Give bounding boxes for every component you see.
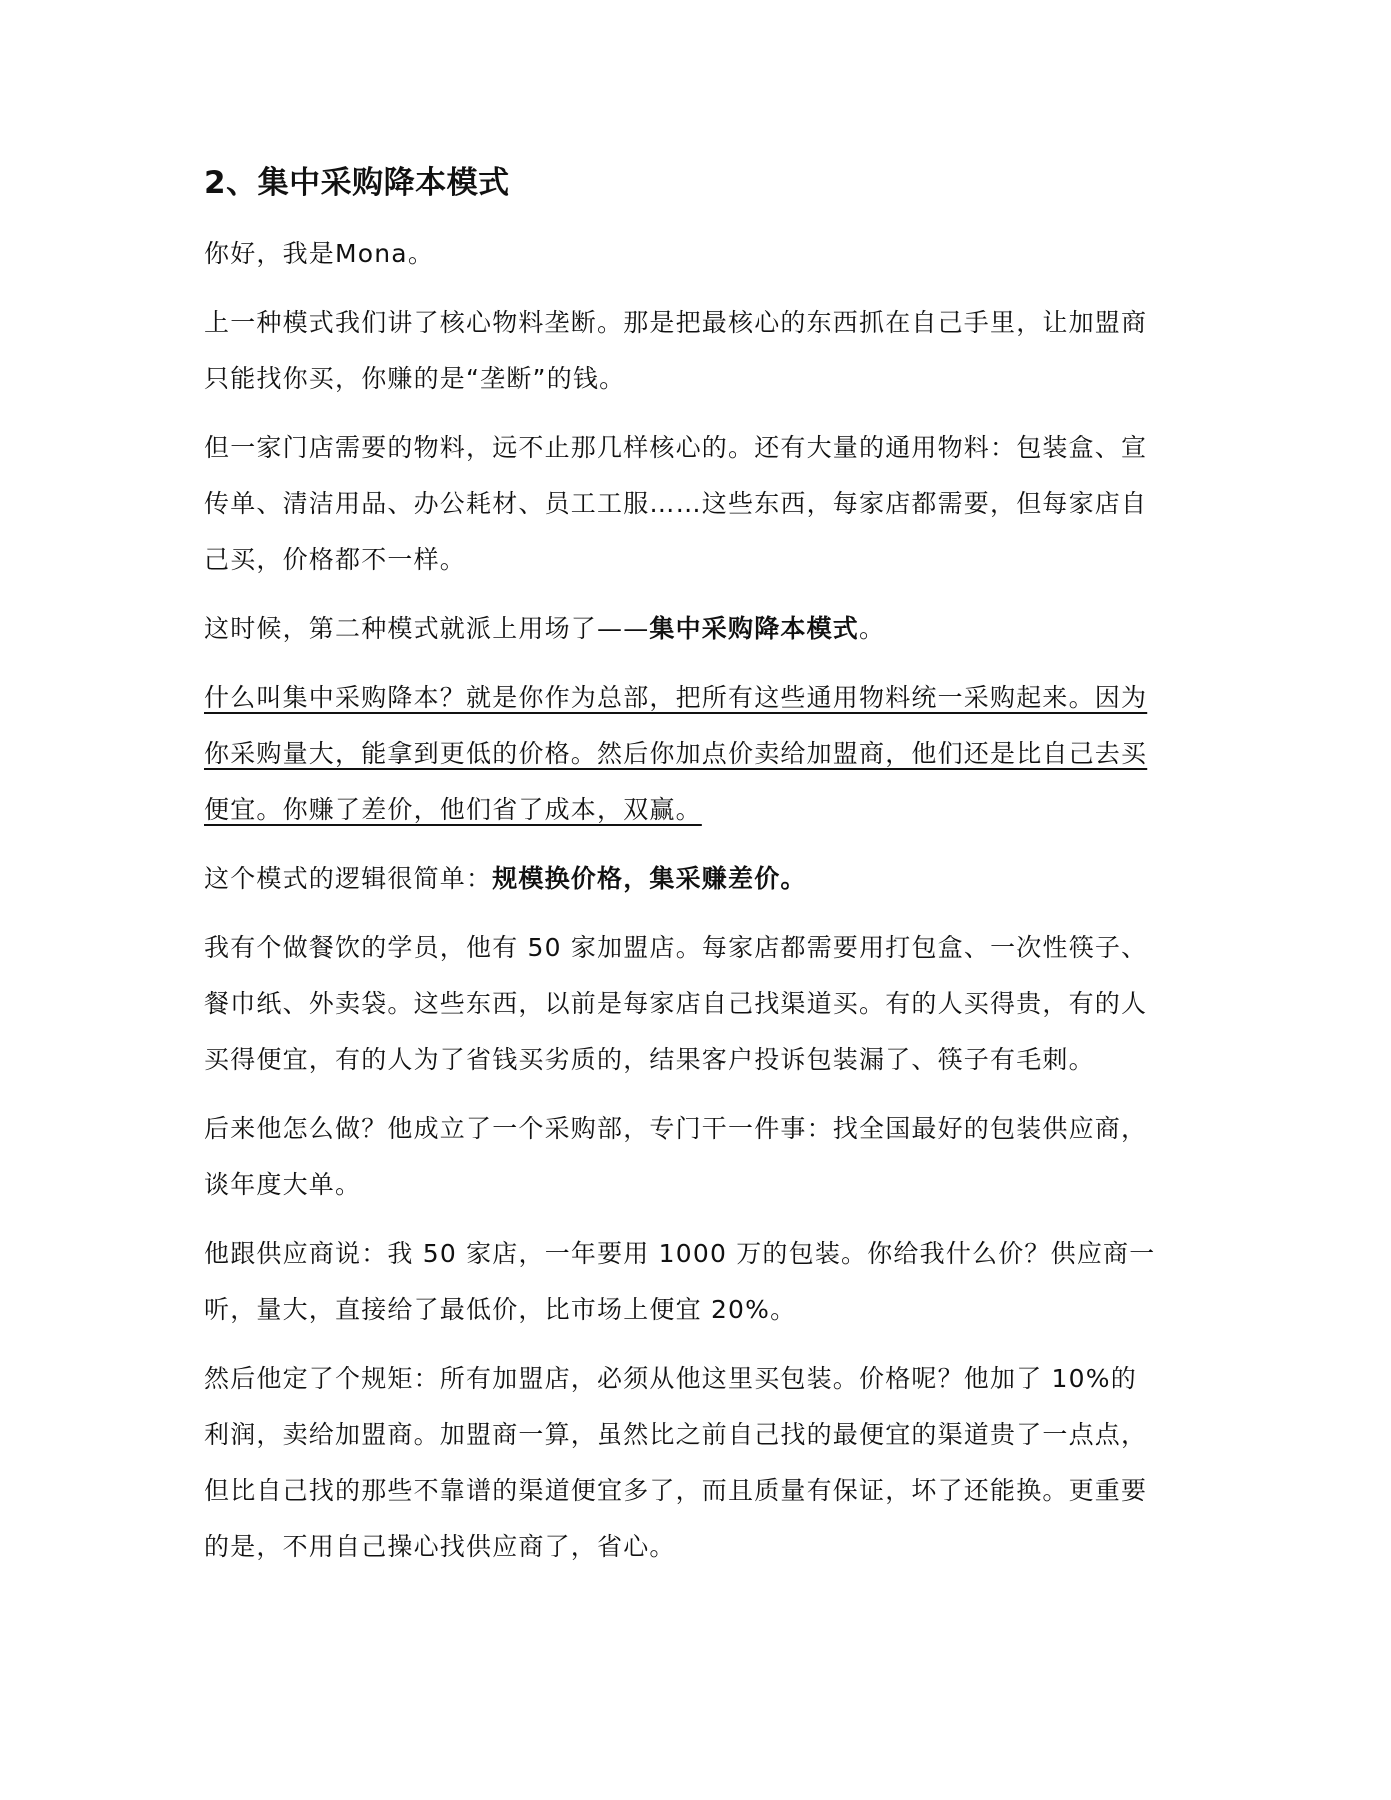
- text-line: 餐巾纸、外卖袋。这些东西，以前是每家店自己找渠道买。有的人买得贵，有的人: [204, 989, 1148, 1018]
- text-line: 利润，卖给加盟商。加盟商一算，虽然比之前自己找的最便宜的渠道贵了一点点，: [204, 1420, 1148, 1449]
- paragraph-supplier-negotiation: [204, 1226, 1194, 1338]
- logic-text: 这个模式的逻辑很简单：: [204, 864, 493, 893]
- text-line: 然后他定了个规矩：所有加盟店，必须从他这里买包装。价格呢？他加了 10%的: [204, 1364, 1137, 1393]
- text-line: 但比自己找的那些不靠谱的渠道便宜多了，而且质量有保证，坏了还能换。更重要: [204, 1476, 1148, 1505]
- paragraph-greeting: [204, 226, 1194, 282]
- text-line: 你好，我是Mona。: [204, 239, 435, 268]
- underlined-text: 你采购量大，能拿到更低的价格。然后你加点价卖给加盟商，他们还是比自己去买: [204, 739, 1148, 768]
- model-name-bold: 集中采购降本模式: [649, 614, 860, 643]
- underlined-text: 什么叫集中采购降本？就是你作为总部，把所有这些通用物料统一采购起来。因为: [204, 683, 1148, 712]
- text-line: 上一种模式我们讲了核心物料垄断。那是把最核心的东西抓在自己手里，让加盟商: [204, 308, 1148, 337]
- text-line: 传单、清洁用品、办公耗材、员工工服……这些东西，每家店都需要，但每家店自: [204, 489, 1148, 518]
- logic-bold: 规模换价格，集采赚差价。: [492, 864, 807, 893]
- text-line: 但一家门店需要的物料，远不止那几样核心的。还有大量的通用物料：包装盒、宣: [204, 433, 1148, 462]
- paragraph-general-materials: [204, 420, 1194, 588]
- text-line: 的是，不用自己操心找供应商了，省心。: [204, 1532, 676, 1561]
- intro-suffix: 。: [859, 614, 886, 643]
- text-line: [204, 670, 1194, 726]
- paragraph-definition-underlined: [204, 670, 1194, 838]
- text-line: 己买，价格都不一样。: [204, 545, 467, 574]
- text-line: 买得便宜，有的人为了省钱买劣质的，结果客户投诉包装漏了、筷子有毛刺。: [204, 1045, 1095, 1074]
- paragraph-student-case: [204, 920, 1194, 1088]
- text-line: [204, 782, 1194, 838]
- text-line: 听，量大，直接给了最低价，比市场上便宜 20%。: [204, 1295, 797, 1324]
- text-line: 他跟供应商说：我 50 家店，一年要用 1000 万的包装。你给我什么价？供应商一: [204, 1239, 1156, 1268]
- text-line: [204, 851, 1194, 907]
- paragraph-logic: [204, 851, 1194, 907]
- paragraph-procurement-dept: [204, 1101, 1194, 1213]
- text-line: 只能找你买，你赚的是“垄断”的钱。: [204, 364, 626, 393]
- paragraph-second-model-intro: [204, 601, 1194, 657]
- paragraph-rule-markup: [204, 1351, 1194, 1575]
- text-line: [204, 726, 1194, 782]
- text-line: 我有个做餐饮的学员，他有 50 家加盟店。每家店都需要用打包盒、一次性筷子、: [204, 933, 1148, 962]
- intro-text: 这时候，第二种模式就派上用场了——: [204, 614, 650, 643]
- paragraph-previous-model: [204, 295, 1194, 407]
- text-line: [204, 601, 1194, 657]
- text-line: 谈年度大单。: [204, 1170, 362, 1199]
- text-line: 后来他怎么做？他成立了一个采购部，专门干一件事：找全国最好的包装供应商，: [204, 1114, 1148, 1143]
- section-title: 2、集中采购降本模式: [204, 165, 510, 201]
- document-page: [204, 158, 1194, 1588]
- underlined-text: 便宜。你赚了差价，他们省了成本，双赢。: [204, 795, 702, 824]
